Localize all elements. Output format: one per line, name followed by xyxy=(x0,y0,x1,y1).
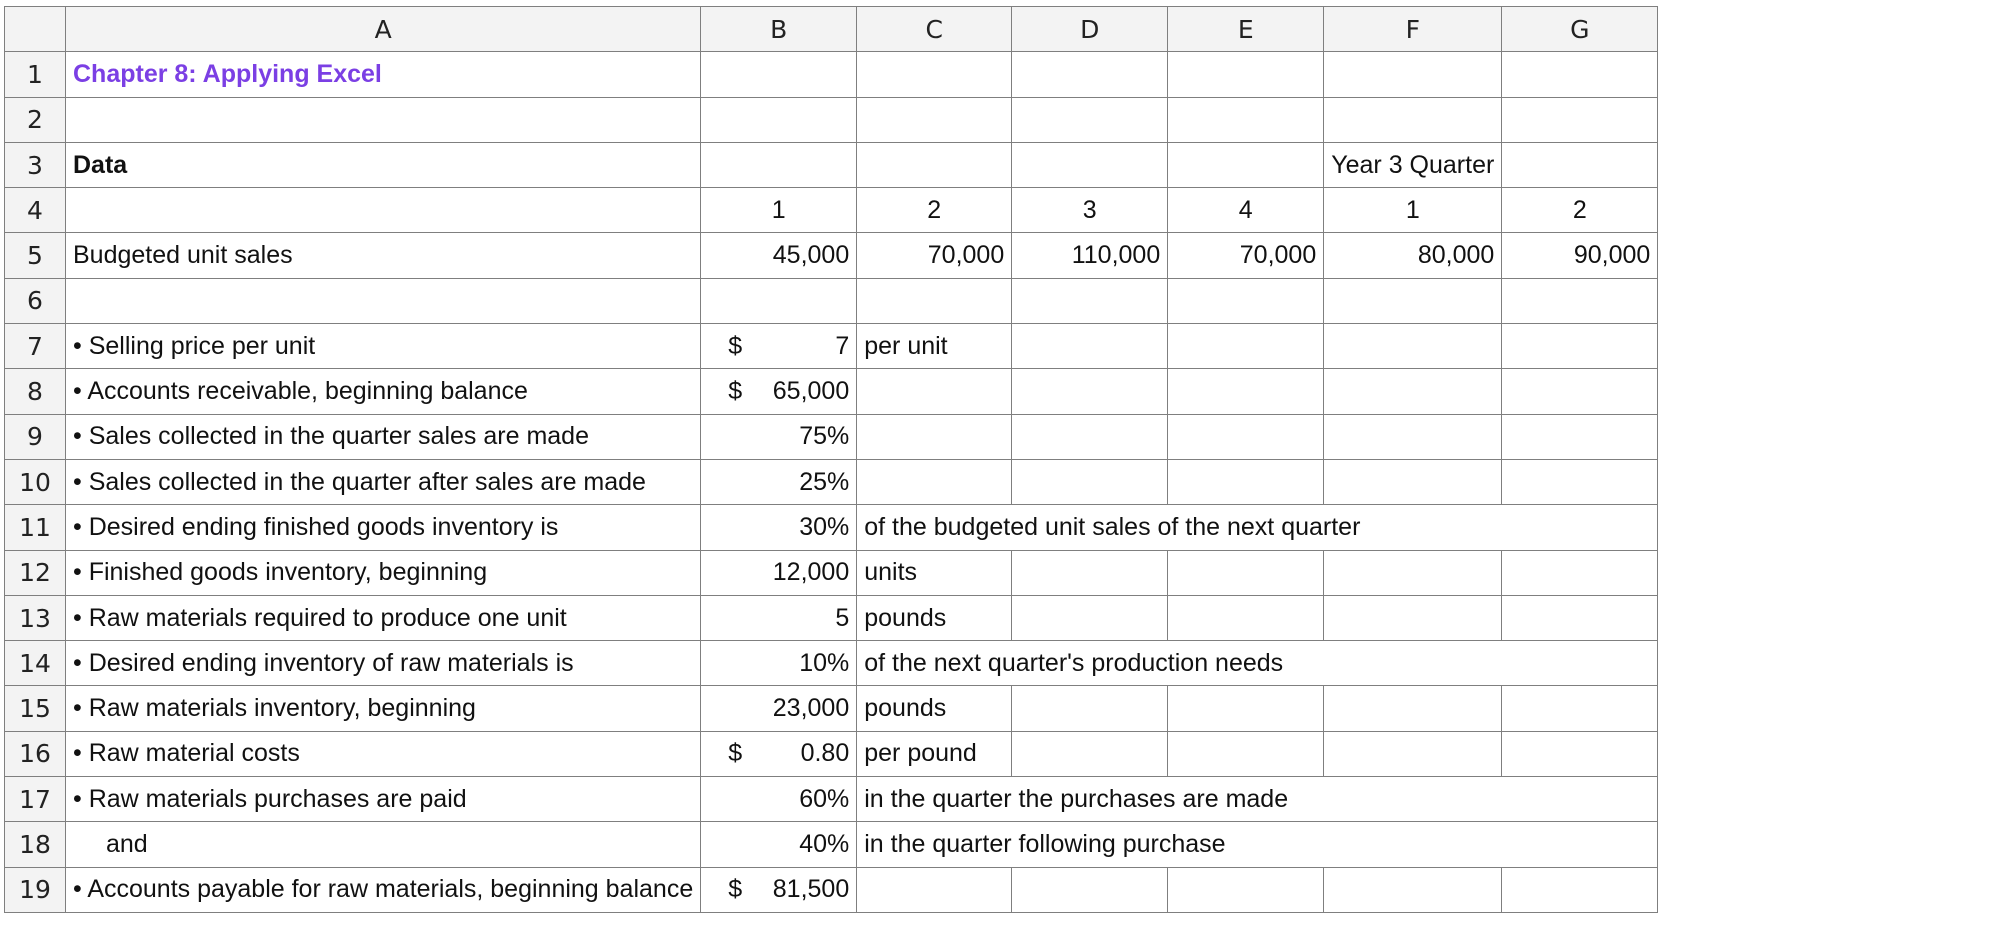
sheet-row-17 xyxy=(5,777,1658,822)
cell-e16[interactable] xyxy=(1168,731,1324,776)
sheet-row-8 xyxy=(5,369,1658,414)
cell-f15[interactable] xyxy=(1324,686,1502,731)
sheet-row-19 xyxy=(5,867,1658,912)
sheet-row-3 xyxy=(5,142,1658,187)
cell-b7-value[interactable] xyxy=(701,324,857,369)
row-header[interactable]: 15 xyxy=(5,686,66,731)
column-header-b[interactable]: B xyxy=(701,7,857,52)
cell-a11-label[interactable]: • Desired ending finished goods inventory is xyxy=(66,505,701,550)
cell-g19[interactable] xyxy=(1502,867,1658,912)
cell-d9[interactable] xyxy=(1012,414,1168,459)
cell-b6[interactable] xyxy=(701,278,857,323)
cell-d4-quarter[interactable]: 3 xyxy=(1012,188,1168,233)
column-header-a[interactable]: A xyxy=(66,7,701,52)
sheet-row-7 xyxy=(5,324,1658,369)
cell-f7[interactable] xyxy=(1324,324,1502,369)
cell-value: 7 xyxy=(835,331,850,360)
row-header[interactable]: 6 xyxy=(5,278,66,323)
column-header-row xyxy=(5,7,1658,52)
cell-f16[interactable] xyxy=(1324,731,1502,776)
column-header-e[interactable]: E xyxy=(1168,7,1324,52)
cell-a18-label[interactable]: and xyxy=(66,822,701,867)
cell-c9[interactable] xyxy=(857,414,1012,459)
cell-c3[interactable] xyxy=(857,142,1012,187)
cell-g6[interactable] xyxy=(1502,278,1658,323)
sheet-row-12 xyxy=(5,550,1658,595)
sheet-row-1 xyxy=(5,52,1658,97)
cell-f5-sales[interactable]: 80,000 xyxy=(1324,233,1502,278)
cell-value: 65,000 xyxy=(772,377,850,406)
sheet-row-5 xyxy=(5,233,1658,278)
cell-d16[interactable] xyxy=(1012,731,1168,776)
row-header[interactable]: 16 xyxy=(5,731,66,776)
cell-c1[interactable] xyxy=(857,52,1012,97)
cell-a16-label[interactable]: • Raw material costs xyxy=(66,731,701,776)
cell-d3[interactable] xyxy=(1012,142,1168,187)
cell-e8[interactable] xyxy=(1168,369,1324,414)
cell-a7-label[interactable]: • Selling price per unit xyxy=(66,324,701,369)
row-header[interactable]: 1 xyxy=(5,52,66,97)
cell-a1-title[interactable]: Chapter 8: Applying Excel xyxy=(66,52,701,97)
cell-b11-value[interactable]: 30% xyxy=(701,505,857,550)
cell-f19[interactable] xyxy=(1324,867,1502,912)
cell-b5-sales[interactable]: 45,000 xyxy=(701,233,857,278)
column-header-g[interactable]: G xyxy=(1502,7,1658,52)
cell-b3[interactable] xyxy=(701,142,857,187)
cell-b14-value[interactable]: 10% xyxy=(701,641,857,686)
column-header-c[interactable]: C xyxy=(857,7,1012,52)
cell-e10[interactable] xyxy=(1168,459,1324,504)
sheet-row-10 xyxy=(5,459,1658,504)
cell-f9[interactable] xyxy=(1324,414,1502,459)
row-header[interactable]: 3 xyxy=(5,142,66,187)
cell-d6[interactable] xyxy=(1012,278,1168,323)
cell-c5-sales[interactable]: 70,000 xyxy=(857,233,1012,278)
cell-g10[interactable] xyxy=(1502,459,1658,504)
sheet-row-14 xyxy=(5,641,1658,686)
cell-g9[interactable] xyxy=(1502,414,1658,459)
cell-g12[interactable] xyxy=(1502,550,1658,595)
row-header[interactable]: 4 xyxy=(5,188,66,233)
column-header-d[interactable]: D xyxy=(1012,7,1168,52)
cell-f1[interactable] xyxy=(1324,52,1502,97)
row-header[interactable]: 11 xyxy=(5,505,66,550)
cell-a3-data-label[interactable]: Data xyxy=(66,142,701,187)
cell-g15[interactable] xyxy=(1502,686,1658,731)
sheet-row-6 xyxy=(5,278,1658,323)
cell-c18-note[interactable]: in the quarter following purchase xyxy=(857,822,1658,867)
cell-e1[interactable] xyxy=(1168,52,1324,97)
cell-c12-note[interactable]: units xyxy=(857,550,1012,595)
cell-a6[interactable] xyxy=(66,278,701,323)
sheet-row-11 xyxy=(5,505,1658,550)
sheet-row-2 xyxy=(5,97,1658,142)
sheet-row-13 xyxy=(5,595,1658,640)
cell-g2[interactable] xyxy=(1502,97,1658,142)
cell-d7[interactable] xyxy=(1012,324,1168,369)
cell-e9[interactable] xyxy=(1168,414,1324,459)
sheet-row-9 xyxy=(5,414,1658,459)
cell-f6[interactable] xyxy=(1324,278,1502,323)
cell-e3[interactable] xyxy=(1168,142,1324,187)
cell-a12-label[interactable]: • Finished goods inventory, beginning xyxy=(66,550,701,595)
row-header[interactable]: 13 xyxy=(5,595,66,640)
cell-g13[interactable] xyxy=(1502,595,1658,640)
sheet-row-4 xyxy=(5,188,1658,233)
cell-d15[interactable] xyxy=(1012,686,1168,731)
cell-c19[interactable] xyxy=(857,867,1012,912)
cell-e12[interactable] xyxy=(1168,550,1324,595)
cell-f4-quarter[interactable]: 1 xyxy=(1324,188,1502,233)
cell-b17-value[interactable]: 60% xyxy=(701,777,857,822)
cell-f10[interactable] xyxy=(1324,459,1502,504)
cell-b12-value[interactable]: 12,000 xyxy=(701,550,857,595)
cell-f13[interactable] xyxy=(1324,595,1502,640)
cell-a17-label[interactable]: • Raw materials purchases are paid xyxy=(66,777,701,822)
row-header[interactable]: 19 xyxy=(5,867,66,912)
cell-d12[interactable] xyxy=(1012,550,1168,595)
cell-a13-label[interactable]: • Raw materials required to produce one unit xyxy=(66,595,701,640)
currency-symbol: $ xyxy=(728,331,743,360)
cell-e19[interactable] xyxy=(1168,867,1324,912)
cell-value: 81,500 xyxy=(772,875,850,904)
spreadsheet xyxy=(4,6,2014,913)
cell-g16[interactable] xyxy=(1502,731,1658,776)
cell-c10[interactable] xyxy=(857,459,1012,504)
cell-b1[interactable] xyxy=(701,52,857,97)
cell-a2[interactable] xyxy=(66,97,701,142)
cell-e6[interactable] xyxy=(1168,278,1324,323)
cell-f3-year3-quarter[interactable]: Year 3 Quarter xyxy=(1324,142,1502,187)
row-header[interactable]: 10 xyxy=(5,459,66,504)
currency-symbol: $ xyxy=(728,875,743,904)
cell-c15-note[interactable]: pounds xyxy=(857,686,1012,731)
cell-b9-value[interactable]: 75% xyxy=(701,414,857,459)
cell-g7[interactable] xyxy=(1502,324,1658,369)
cell-b18-value[interactable]: 40% xyxy=(701,822,857,867)
cell-a15-label[interactable]: • Raw materials inventory, beginning xyxy=(66,686,701,731)
cell-c16-note[interactable]: per pound xyxy=(857,731,1012,776)
cell-e2[interactable] xyxy=(1168,97,1324,142)
sheet-row-15 xyxy=(5,686,1658,731)
cell-a8-label[interactable]: • Accounts receivable, beginning balance xyxy=(66,369,701,414)
cell-g3[interactable] xyxy=(1502,142,1658,187)
row-header[interactable]: 18 xyxy=(5,822,66,867)
cell-d10[interactable] xyxy=(1012,459,1168,504)
sheet-row-18 xyxy=(5,822,1658,867)
row-header[interactable]: 7 xyxy=(5,324,66,369)
cell-d2[interactable] xyxy=(1012,97,1168,142)
cell-f8[interactable] xyxy=(1324,369,1502,414)
cell-a4[interactable] xyxy=(66,188,701,233)
cell-c2[interactable] xyxy=(857,97,1012,142)
cell-c14-note[interactable]: of the next quarter's production needs xyxy=(857,641,1658,686)
cell-a10-label[interactable]: • Sales collected in the quarter after sales are made xyxy=(66,459,701,504)
cell-b15-value[interactable]: 23,000 xyxy=(701,686,857,731)
cell-d8[interactable] xyxy=(1012,369,1168,414)
cell-e13[interactable] xyxy=(1168,595,1324,640)
cell-b4-quarter[interactable]: 1 xyxy=(701,188,857,233)
cell-g5-sales[interactable]: 90,000 xyxy=(1502,233,1658,278)
cell-c13-note[interactable]: pounds xyxy=(857,595,1012,640)
cell-c7-note[interactable]: per unit xyxy=(857,324,1012,369)
cell-b13-value[interactable]: 5 xyxy=(701,595,857,640)
cell-g4-quarter[interactable]: 2 xyxy=(1502,188,1658,233)
cell-b16-value[interactable] xyxy=(701,731,857,776)
cell-c4-quarter[interactable]: 2 xyxy=(857,188,1012,233)
cell-value: 0.80 xyxy=(800,739,850,768)
cell-g1[interactable] xyxy=(1502,52,1658,97)
cell-d5-sales[interactable]: 110,000 xyxy=(1012,233,1168,278)
cell-a5-label[interactable]: Budgeted unit sales xyxy=(66,233,701,278)
cell-b8-value[interactable] xyxy=(701,369,857,414)
cell-a14-label[interactable]: • Desired ending inventory of raw materials is xyxy=(66,641,701,686)
cell-f12[interactable] xyxy=(1324,550,1502,595)
row-header[interactable]: 9 xyxy=(5,414,66,459)
select-all-corner[interactable] xyxy=(5,7,66,52)
cell-e5-sales[interactable]: 70,000 xyxy=(1168,233,1324,278)
row-header[interactable]: 12 xyxy=(5,550,66,595)
cell-d1[interactable] xyxy=(1012,52,1168,97)
cell-g8[interactable] xyxy=(1502,369,1658,414)
cell-c6[interactable] xyxy=(857,278,1012,323)
cell-f2[interactable] xyxy=(1324,97,1502,142)
cell-d13[interactable] xyxy=(1012,595,1168,640)
cell-a19-label[interactable]: • Accounts payable for raw materials, beginning balance xyxy=(66,867,701,912)
cell-c17-note[interactable]: in the quarter the purchases are made xyxy=(857,777,1658,822)
row-header[interactable]: 14 xyxy=(5,641,66,686)
sheet-row-16 xyxy=(5,731,1658,776)
row-header[interactable]: 2 xyxy=(5,97,66,142)
cell-b19-value[interactable] xyxy=(701,867,857,912)
currency-symbol: $ xyxy=(728,739,743,768)
cell-e15[interactable] xyxy=(1168,686,1324,731)
row-header[interactable]: 5 xyxy=(5,233,66,278)
cell-c11-note[interactable]: of the budgeted unit sales of the next quarter xyxy=(857,505,1658,550)
cell-d19[interactable] xyxy=(1012,867,1168,912)
spreadsheet-grid xyxy=(4,6,1658,913)
cell-b10-value[interactable]: 25% xyxy=(701,459,857,504)
cell-e4-quarter[interactable]: 4 xyxy=(1168,188,1324,233)
cell-c8[interactable] xyxy=(857,369,1012,414)
cell-b2[interactable] xyxy=(701,97,857,142)
cell-e7[interactable] xyxy=(1168,324,1324,369)
cell-a9-label[interactable]: • Sales collected in the quarter sales are made xyxy=(66,414,701,459)
row-header[interactable]: 17 xyxy=(5,777,66,822)
currency-symbol: $ xyxy=(728,377,743,406)
column-header-f[interactable]: F xyxy=(1324,7,1502,52)
row-header[interactable]: 8 xyxy=(5,369,66,414)
